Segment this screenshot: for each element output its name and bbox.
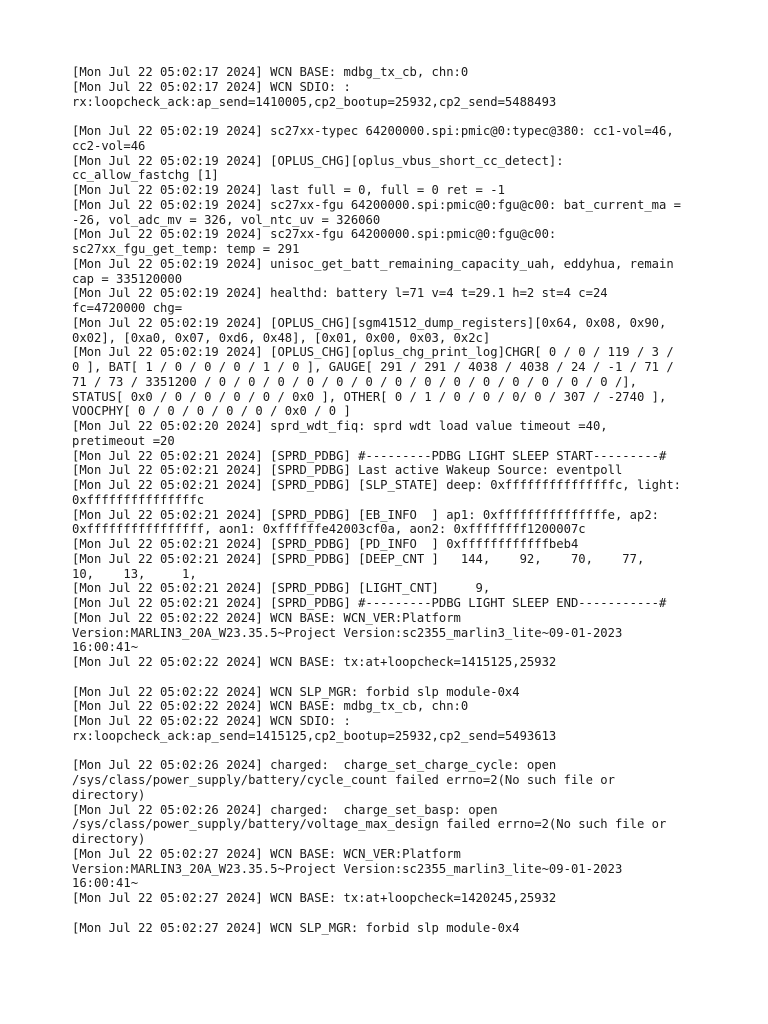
log-line: [Mon Jul 22 05:02:17 2024] WCN BASE: mdbg_tx_cb, chn:0 xyxy=(72,65,469,79)
log-line: [Mon Jul 22 05:02:21 2024] [SPRD_PDBG] Last active Wakeup Source: eventpoll xyxy=(72,463,623,478)
log-line: [Mon Jul 22 05:02:22 2024] WCN BASE: WCN_VER:Platform xyxy=(72,610,461,625)
blank-line xyxy=(72,744,748,759)
blank-line xyxy=(72,670,748,685)
log-line: [Mon Jul 22 05:02:19 2024] unisoc_get_batt_remaining_capacity_uah, eddyhua, remain xyxy=(72,256,674,271)
log-line: pretimeout =20 xyxy=(72,433,175,448)
log-line: -26, vol_adc_mv = 326, vol_ntc_uv = 326060 xyxy=(72,212,381,227)
blank-line xyxy=(72,109,748,124)
log-line: Version:MARLIN3_20A_W23.35.5~Project Version:sc2355_marlin3_lite~09-01-2023 xyxy=(72,861,623,876)
log-line: [Mon Jul 22 05:02:19 2024] [OPLUS_CHG][oplus_vbus_short_cc_detect]: xyxy=(72,153,564,168)
log-line: [Mon Jul 22 05:02:22 2024] WCN BASE: mdbg_tx_cb, chn:0 xyxy=(72,699,469,714)
log-line: [Mon Jul 22 05:02:21 2024] [SPRD_PDBG] [PD_INFO ] 0xffffffffffffbeb4 xyxy=(72,537,579,551)
log-line: /sys/class/power_supply/battery/voltage_max_design failed errno=2(No such file or xyxy=(72,817,667,832)
log-line: [Mon Jul 22 05:02:26 2024] charged: charge_set_charge_cycle: open xyxy=(72,758,557,773)
log-line: [Mon Jul 22 05:02:22 2024] WCN BASE: tx:at+loopcheck=1415125,25932 xyxy=(72,655,557,669)
log-line: [Mon Jul 22 05:02:19 2024] last full = 0, full = 0 ret = -1 xyxy=(72,183,505,197)
log-line: [Mon Jul 22 05:02:21 2024] [SPRD_PDBG] [DEEP_CNT ] 144, 92, 70, 77, xyxy=(72,551,645,566)
log-line: [Mon Jul 22 05:02:27 2024] WCN SLP_MGR: forbid slp module-0x4 xyxy=(72,920,520,935)
log-line: [Mon Jul 22 05:02:19 2024] [OPLUS_CHG][sgm41512_dump_registers][0x64, 0x08, 0x90, xyxy=(72,315,667,330)
log-line: 0xfffffffffffffffc xyxy=(72,492,205,507)
log-line: /sys/class/power_supply/battery/cycle_count failed errno=2(No such file or xyxy=(72,773,615,787)
log-line: [Mon Jul 22 05:02:27 2024] WCN BASE: WCN_VER:Platform xyxy=(72,846,461,861)
log-line: [Mon Jul 22 05:02:21 2024] [SPRD_PDBG] [SLP_STATE] deep: 0xfffffffffffffffc, light: xyxy=(72,478,682,492)
log-line: [Mon Jul 22 05:02:17 2024] WCN SDIO: : xyxy=(72,79,351,94)
log-line: fc=4720000 chg= xyxy=(72,301,183,315)
log-line: [Mon Jul 22 05:02:19 2024] sc27xx-typec 64200000.spi:pmic@0:typec@380: cc1-vol=46, xyxy=(72,124,674,138)
log-line: 0xffffffffffffffff, aon1: 0xffffffe42003cf0a, aon2: 0xffffffff1200007c xyxy=(72,522,586,537)
log-line: 16:00:41~ xyxy=(72,640,139,655)
log-line: cc_allow_fastchg [1] xyxy=(72,168,219,183)
log-line: 0x02], [0xa0, 0x07, 0xd6, 0x48], [0x01, 0x00, 0x03, 0x2c] xyxy=(72,330,491,345)
log-line: [Mon Jul 22 05:02:21 2024] [SPRD_PDBG] #---------PDBG LIGHT SLEEP END-----------# xyxy=(72,596,667,610)
log-line: [Mon Jul 22 05:02:26 2024] charged: charge_set_basp: open xyxy=(72,802,498,817)
log-line: Version:MARLIN3_20A_W23.35.5~Project Version:sc2355_marlin3_lite~09-01-2023 xyxy=(72,625,623,640)
log-line: cc2-vol=46 xyxy=(72,138,146,153)
log-line: [Mon Jul 22 05:02:21 2024] [SPRD_PDBG] [EB_INFO ] ap1: 0xfffffffffffffffe, ap2: xyxy=(72,507,659,522)
log-line: [Mon Jul 22 05:02:19 2024] [OPLUS_CHG][oplus_chg_print_log]CHGR[ 0 / 0 / 119 / 3 / xyxy=(72,345,674,360)
log-line: [Mon Jul 22 05:02:27 2024] WCN BASE: tx:at+loopcheck=1420245,25932 xyxy=(72,891,557,905)
log-line: [Mon Jul 22 05:02:22 2024] WCN SLP_MGR: forbid slp module-0x4 xyxy=(72,684,520,699)
log-line: directory) xyxy=(72,832,146,846)
log-line: sc27xx_fgu_get_temp: temp = 291 xyxy=(72,242,300,256)
log-line: cap = 335120000 xyxy=(72,271,183,286)
log-line: [Mon Jul 22 05:02:21 2024] [SPRD_PDBG] #---------PDBG LIGHT SLEEP START---------# xyxy=(72,448,667,463)
log-line: directory) xyxy=(72,787,146,802)
log-line: [Mon Jul 22 05:02:20 2024] sprd_wdt_fiq: sprd wdt load value timeout =40, xyxy=(72,419,608,433)
blank-line xyxy=(72,906,748,921)
log-line: [Mon Jul 22 05:02:21 2024] [SPRD_PDBG] [LIGHT_CNT] 9, xyxy=(72,581,491,596)
log-line: VOOCPHY[ 0 / 0 / 0 / 0 / 0 / 0x0 / 0 ] xyxy=(72,404,351,419)
log-line: [Mon Jul 22 05:02:19 2024] sc27xx-fgu 64200000.spi:pmic@0:fgu@c00: bat_current_ma = xyxy=(72,197,682,212)
log-line: 71 / 73 / 3351200 / 0 / 0 / 0 / 0 / 0 / 0 / 0 / 0 / 0 / 0 / 0 / 0 / 0 / 0 /], xyxy=(72,374,637,389)
log-line: [Mon Jul 22 05:02:22 2024] WCN SDIO: : xyxy=(72,714,351,728)
log-line: rx:loopcheck_ack:ap_send=1410005,cp2_bootup=25932,cp2_send=5488493 xyxy=(72,94,557,109)
log-line: 16:00:41~ xyxy=(72,876,139,891)
log-line: 0 ], BAT[ 1 / 0 / 0 / 0 / 1 / 0 ], GAUGE[ 291 / 291 / 4038 / 4038 / 24 / -1 / 71 / xyxy=(72,360,674,374)
log-line: 10, 13, 1, xyxy=(72,566,197,581)
log-line: STATUS[ 0x0 / 0 / 0 / 0 / 0 / 0x0 ], OTHER[ 0 / 1 / 0 / 0 / 0/ 0 / 307 / -2740 ], xyxy=(72,389,667,404)
log-line: [Mon Jul 22 05:02:19 2024] sc27xx-fgu 64200000.spi:pmic@0:fgu@c00: xyxy=(72,227,557,242)
log-line: [Mon Jul 22 05:02:19 2024] healthd: battery l=71 v=4 t=29.1 h=2 st=4 c=24 xyxy=(72,286,608,301)
log-line: rx:loopcheck_ack:ap_send=1415125,cp2_bootup=25932,cp2_send=5493613 xyxy=(72,728,557,743)
